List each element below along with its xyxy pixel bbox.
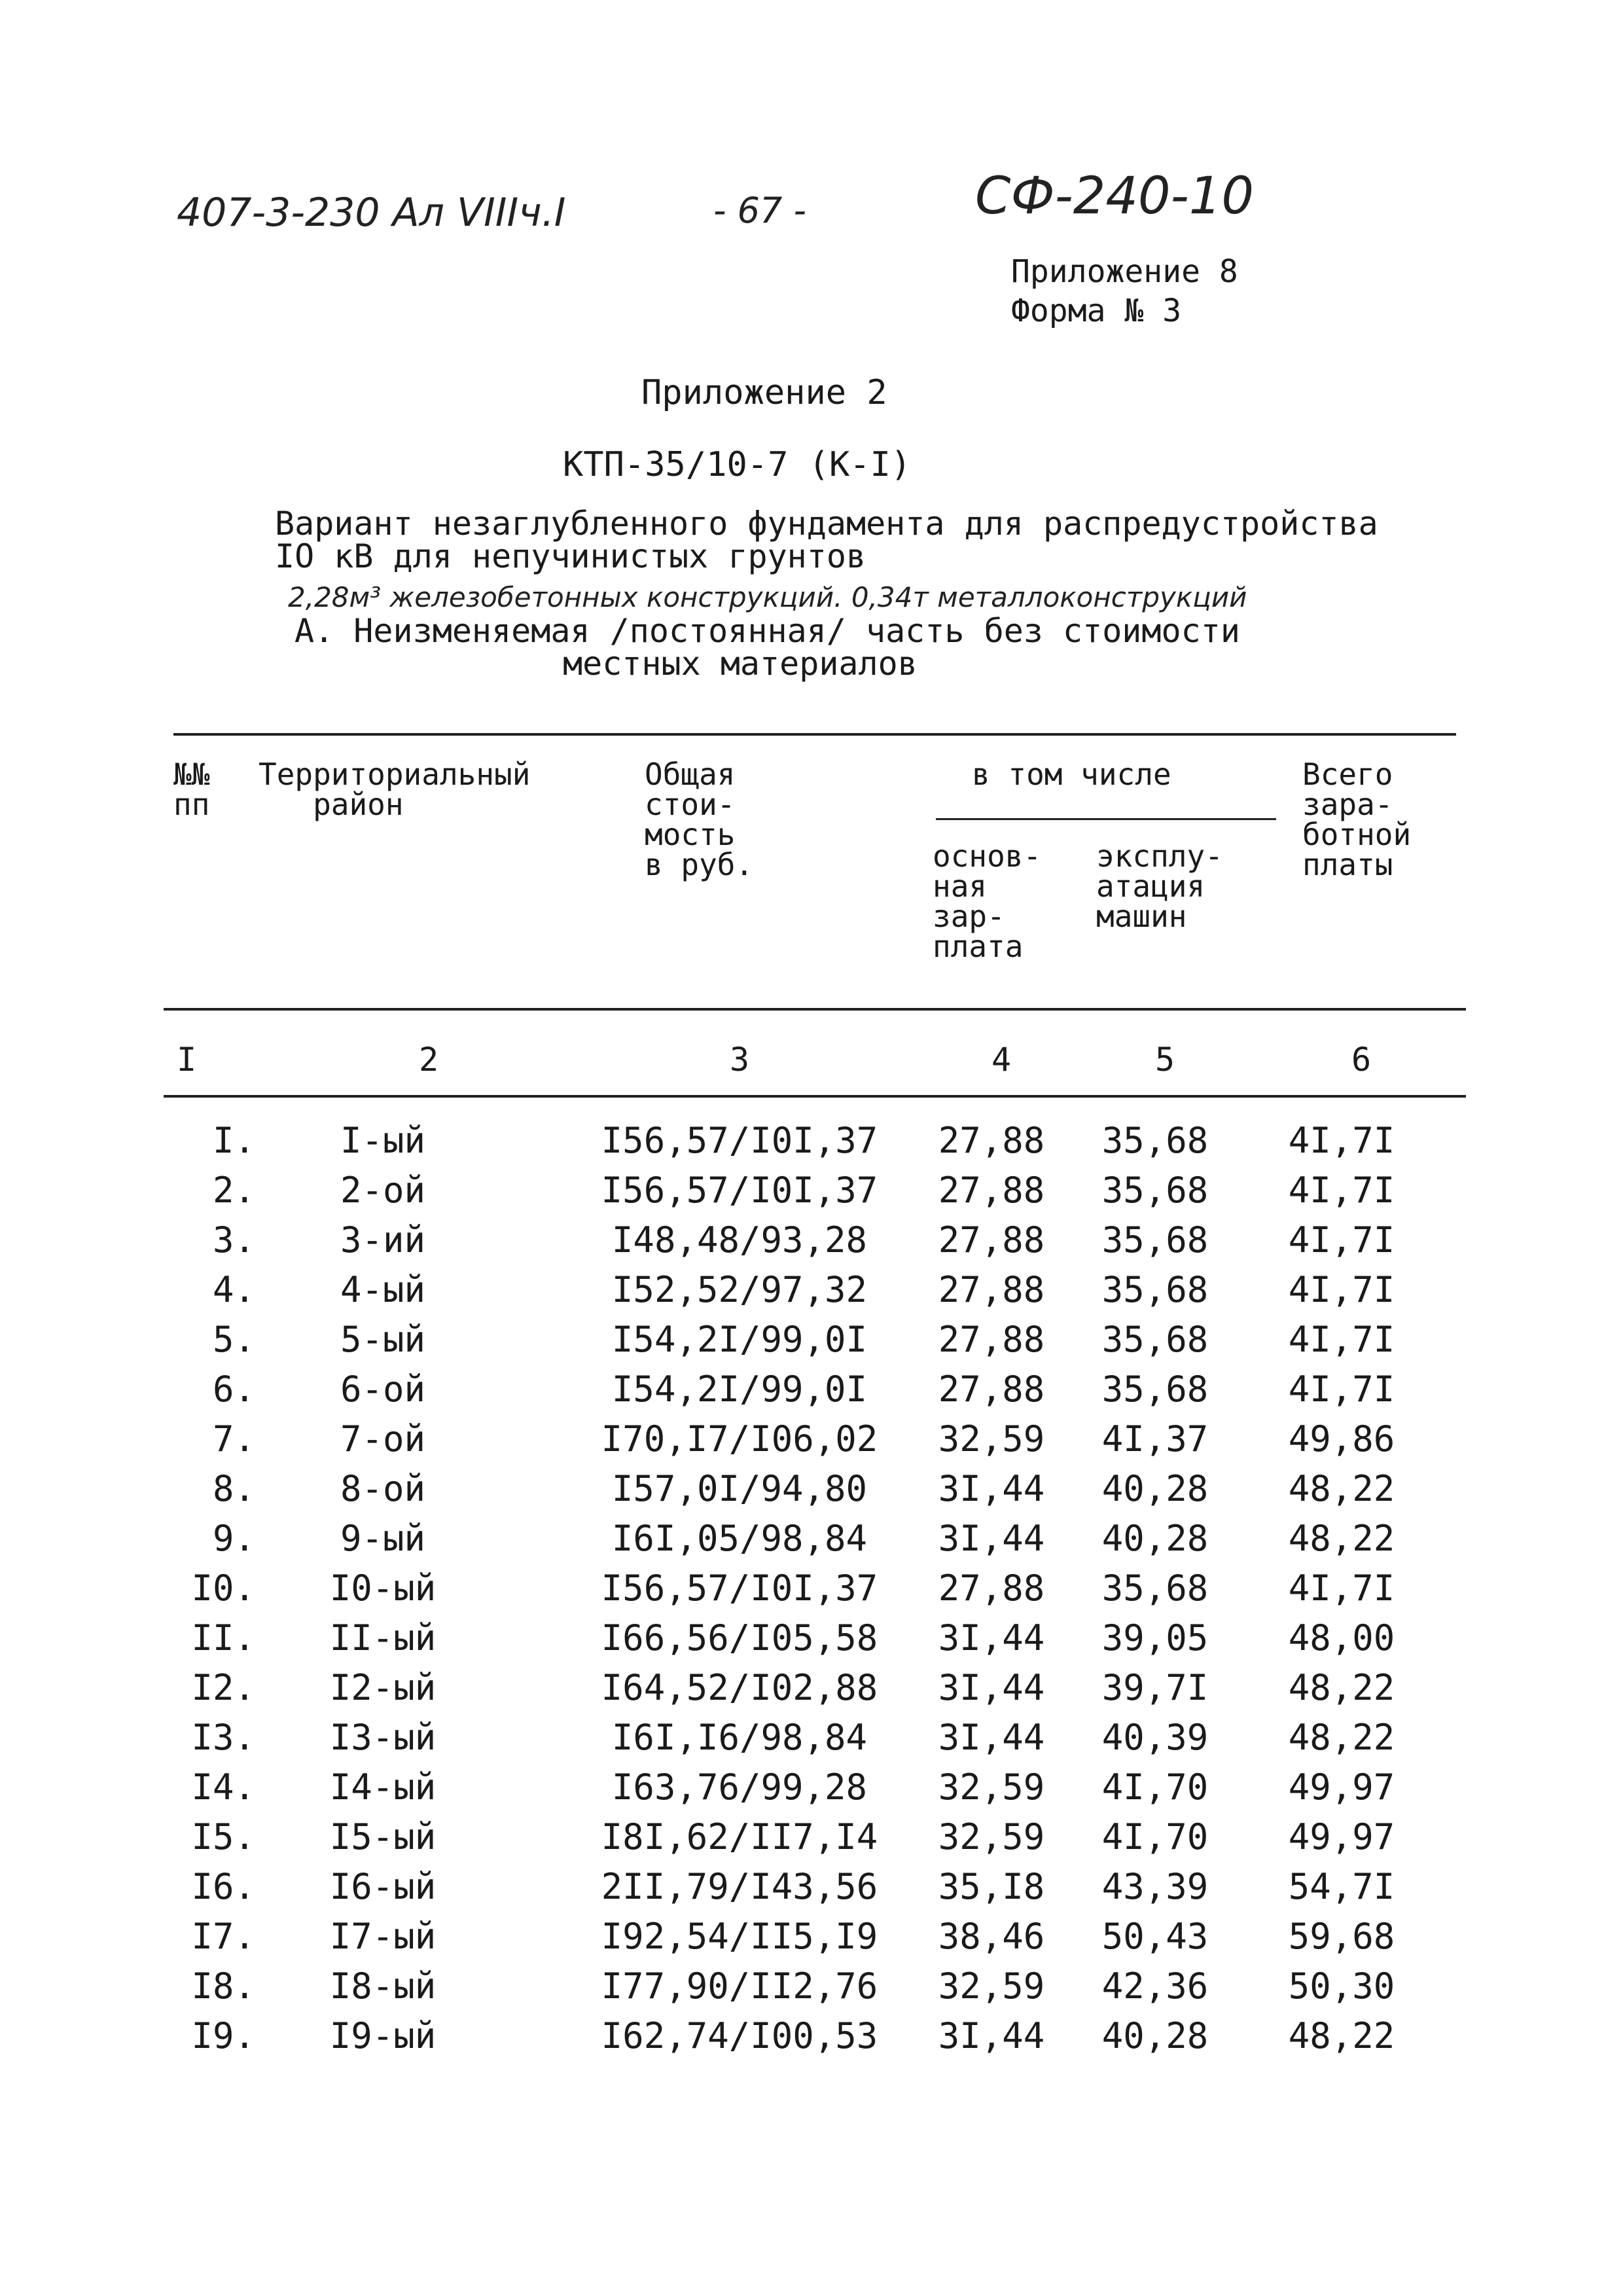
machine-operation: 4I,37 [1101, 1418, 1209, 1460]
total-wages: 48,22 [1288, 2015, 1395, 2056]
appendix-note-line2: Форма № 3 [1011, 293, 1182, 329]
handwritten-sheet-code: СФ-240-10 [975, 167, 1255, 226]
row-number: 9. [212, 1518, 255, 1559]
total-wages: 4I,7I [1288, 1219, 1395, 1261]
row-number: I7. [191, 1916, 255, 1957]
region-name: 7-ой [340, 1418, 426, 1460]
base-wage: 32,59 [938, 1418, 1045, 1460]
base-wage: 32,59 [938, 1816, 1045, 1857]
region-name: 3-ий [340, 1219, 426, 1261]
total-wages: 48,22 [1288, 1468, 1395, 1509]
appendix-note [1011, 252, 1238, 331]
machine-operation: 43,39 [1101, 1866, 1209, 1907]
total-cost: 2II,79/I43,56 [601, 1866, 878, 1907]
region-name: II-ый [329, 1617, 437, 1659]
total-cost: I6I,I6/98,84 [611, 1717, 868, 1758]
total-wages: 4I,7I [1288, 1319, 1395, 1360]
base-wage: 27,88 [938, 1120, 1045, 1161]
total-cost: I63,76/99,28 [611, 1767, 868, 1808]
column-number: 5 [1154, 1041, 1175, 1079]
base-wage: 27,88 [938, 1568, 1045, 1609]
base-wage: 3I,44 [938, 2015, 1045, 2056]
machine-operation: 35,68 [1101, 1120, 1209, 1161]
header-total-cost: Общая стои- мость в руб. [645, 757, 754, 882]
total-cost: I66,56/I05,58 [601, 1617, 878, 1659]
machine-operation: 40,28 [1101, 1518, 1209, 1559]
machine-operation: 39,7I [1101, 1667, 1209, 1708]
table-header-rule [164, 1008, 1466, 1011]
total-wages: 48,22 [1288, 1667, 1395, 1708]
row-number: I5. [191, 1816, 255, 1857]
total-cost: I48,48/93,28 [611, 1219, 868, 1261]
header-including: в том числе [972, 757, 1171, 792]
total-wages: 50,30 [1288, 1965, 1395, 2007]
region-name: 4-ый [340, 1269, 426, 1310]
total-cost: I56,57/I0I,37 [601, 1568, 878, 1609]
total-wages: 4I,7I [1288, 1269, 1395, 1310]
column-number: 4 [991, 1041, 1012, 1079]
total-cost: I56,57/I0I,37 [601, 1120, 878, 1161]
region-name: I0-ый [329, 1568, 437, 1609]
total-cost: I8I,62/II7,I4 [601, 1816, 878, 1857]
row-number: 8. [212, 1468, 255, 1509]
machine-operation: 4I,70 [1101, 1767, 1209, 1808]
row-number: I6. [191, 1866, 255, 1907]
region-name: I5-ый [329, 1816, 437, 1857]
base-wage: 27,88 [938, 1219, 1045, 1261]
row-number: 3. [212, 1219, 255, 1261]
total-wages: 54,7I [1288, 1866, 1395, 1907]
column-number: 3 [729, 1041, 750, 1079]
table-column-number-rule [164, 1095, 1466, 1098]
row-number: I9. [191, 2015, 255, 2056]
column-number: I [176, 1041, 197, 1079]
machine-operation: 50,43 [1101, 1916, 1209, 1957]
total-wages: 49,97 [1288, 1767, 1395, 1808]
row-number: I0. [191, 1568, 255, 1609]
description-line5: местных материалов [563, 645, 918, 683]
total-wages: 4I,7I [1288, 1568, 1395, 1609]
total-cost: I77,90/II2,76 [601, 1965, 878, 2007]
total-wages: 4I,7I [1288, 1369, 1395, 1410]
region-name: I7-ый [329, 1916, 437, 1957]
description-line4: А. Неизменяемая /постоянная/ часть без стоимости [294, 612, 1240, 650]
total-wages: 49,86 [1288, 1418, 1395, 1460]
machine-operation: 35,68 [1101, 1319, 1209, 1360]
header-base-wage: основ- ная зар- плата [933, 838, 1042, 964]
row-number: 4. [212, 1269, 255, 1310]
description-line1: Вариант незаглубленного фундамента для распредустройства [275, 505, 1378, 543]
header-region: Территориальный район [259, 757, 531, 822]
row-number: 5. [212, 1319, 255, 1360]
total-cost: I52,52/97,32 [611, 1269, 868, 1310]
region-name: 9-ый [340, 1518, 426, 1559]
base-wage: 38,46 [938, 1916, 1045, 1957]
machine-operation: 35,68 [1101, 1170, 1209, 1211]
total-cost: I92,54/II5,I9 [601, 1916, 878, 1957]
machine-operation: 40,28 [1101, 1468, 1209, 1509]
total-wages: 48,22 [1288, 1717, 1395, 1758]
region-name: I6-ый [329, 1866, 437, 1907]
machine-operation: 35,68 [1101, 1269, 1209, 1310]
total-wages: 4I,7I [1288, 1170, 1395, 1211]
region-name: I8-ый [329, 1965, 437, 2007]
machine-operation: 4I,70 [1101, 1816, 1209, 1857]
base-wage: 35,I8 [938, 1866, 1045, 1907]
total-cost: I62,74/I00,53 [601, 2015, 878, 2056]
handwritten-document-code: 407-3-230 Ал VIIIч.I [177, 190, 566, 236]
base-wage: 3I,44 [938, 1667, 1045, 1708]
machine-operation: 42,36 [1101, 1965, 1209, 2007]
row-number: 7. [212, 1418, 255, 1460]
base-wage: 3I,44 [938, 1617, 1045, 1659]
row-number: 6. [212, 1369, 255, 1410]
region-name: 8-ой [340, 1468, 426, 1509]
description-line2: IO кВ для непучинистых грунтов [275, 537, 866, 575]
base-wage: 27,88 [938, 1319, 1045, 1360]
total-cost: I64,52/I02,88 [601, 1667, 878, 1708]
header-subrule [936, 818, 1276, 820]
machine-operation: 40,39 [1101, 1717, 1209, 1758]
base-wage: 27,88 [938, 1269, 1045, 1310]
region-name: I3-ый [329, 1717, 437, 1758]
machine-operation: 35,68 [1101, 1219, 1209, 1261]
title-substation: КТП-35/10-7 (К-I) [563, 445, 912, 484]
base-wage: 32,59 [938, 1965, 1045, 2007]
machine-operation: 39,05 [1101, 1617, 1209, 1659]
total-wages: 49,97 [1288, 1816, 1395, 1857]
region-name: 2-ой [340, 1170, 426, 1211]
description-handwritten-line: 2,28м³ железобетонных конструкций. 0,34т металлоконструкций [288, 581, 1247, 613]
base-wage: 27,88 [938, 1369, 1045, 1410]
total-wages: 4I,7I [1288, 1120, 1395, 1161]
base-wage: 3I,44 [938, 1468, 1045, 1509]
row-number: I4. [191, 1767, 255, 1808]
total-wages: 48,00 [1288, 1617, 1395, 1659]
total-wages: 48,22 [1288, 1518, 1395, 1559]
row-number: I3. [191, 1717, 255, 1758]
total-cost: I57,0I/94,80 [611, 1468, 868, 1509]
machine-operation: 40,28 [1101, 2015, 1209, 2056]
base-wage: 3I,44 [938, 1518, 1045, 1559]
column-number: 6 [1351, 1041, 1372, 1079]
row-number: I2. [191, 1667, 255, 1708]
machine-operation: 35,68 [1101, 1369, 1209, 1410]
base-wage: 32,59 [938, 1767, 1045, 1808]
total-cost: I54,2I/99,0I [611, 1369, 868, 1410]
header-total-wages: Всего зара- ботной платы [1302, 757, 1412, 882]
region-name: 6-ой [340, 1369, 426, 1410]
table-top-rule [173, 733, 1456, 736]
column-number: 2 [418, 1041, 439, 1079]
row-number: II. [191, 1617, 255, 1659]
region-name: I4-ый [329, 1767, 437, 1808]
base-wage: 27,88 [938, 1170, 1045, 1211]
total-cost: I56,57/I0I,37 [601, 1170, 878, 1211]
region-name: I2-ый [329, 1667, 437, 1708]
title-appendix: Приложение 2 [641, 373, 887, 412]
page-number: - 67 - [713, 190, 807, 231]
machine-operation: 35,68 [1101, 1568, 1209, 1609]
header-no: №№ пп [173, 757, 210, 822]
total-cost: I54,2I/99,0I [611, 1319, 868, 1360]
region-name: I9-ый [329, 2015, 437, 2056]
total-cost: I70,I7/I06,02 [601, 1418, 878, 1460]
base-wage: 3I,44 [938, 1717, 1045, 1758]
region-name: 5-ый [340, 1319, 426, 1360]
total-wages: 59,68 [1288, 1916, 1395, 1957]
region-name: I-ый [340, 1120, 426, 1161]
row-number: I. [212, 1120, 255, 1161]
row-number: 2. [212, 1170, 255, 1211]
row-number: I8. [191, 1965, 255, 2007]
total-cost: I6I,05/98,84 [611, 1518, 868, 1559]
header-machine-operation: эксплу- атация машин [1096, 838, 1223, 934]
appendix-note-line1: Приложение 8 [1011, 253, 1238, 290]
